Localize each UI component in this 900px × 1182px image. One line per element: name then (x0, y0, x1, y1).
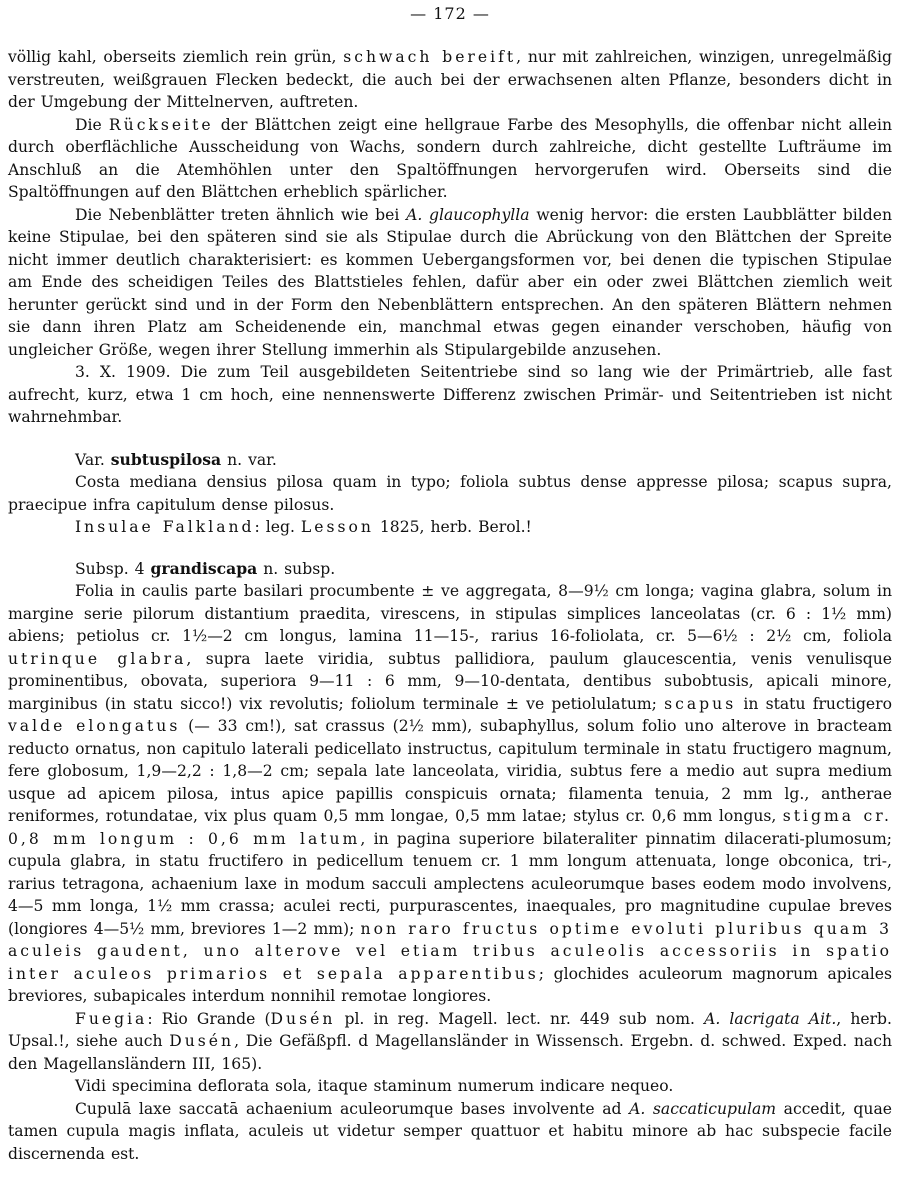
paragraph-date-observation: 3. X. 1909. Die zum Teil ausgebildeten Seitentriebe sind so lang wie der Primärtrieb, alle fast aufrecht, kurz, etwa 1 cm hoch, eine nennenswerte Differenz zwischen Primär- und Seitentrieben ist nicht wahrnehmbar. (8, 363, 892, 426)
text-run: , nur mit zahlreichen, winzigen, unregelmäßig verstreuten, weißgrauen Flecken bedeckt, die auch bei der erwachsenen alten Pflanze, besonders dicht in der Umgebung der Mittelnerven, auftreten. (8, 48, 893, 111)
paragraph-leaf-surface (8, 46, 892, 114)
spaced-emphasis: stigma cr. 0,8 mm longum : 0,6 mm latum (8, 807, 892, 848)
text-run: ; glochides aculeorum magnorum apicales breviores, subapicales interdum nonnihil remotae longiores. (8, 964, 892, 1005)
subspecies-locality (8, 1008, 892, 1076)
paragraph-leaf-underside (8, 114, 892, 204)
text-run: Die (75, 115, 109, 134)
text-run: n. var. (221, 450, 277, 469)
text-run: , herb. Upsal.!, siehe auch (8, 1009, 892, 1050)
specimen-note: Vidi specimina deflorata sola, itaque staminum numerum indicare nequeo. (75, 1077, 674, 1095)
text-run: , Die Gefäßpfl. d Magellansländer in Wissensch. Ergebn. d. schwed. Exped. nach den Magellansländern III, 165). (8, 1032, 892, 1073)
spaced-emphasis: Rückseite (108, 115, 214, 134)
text-run: Cupulā laxe saccatā achaenium aculeorumque bases involvente ad (75, 1099, 630, 1118)
variety-description: Costa mediana densius pilosa quam in typo; foliola subtus dense appresse pilosa; scapus supra, praecipue infra capitulum dense pilosus. (8, 473, 892, 514)
spaced-emphasis: utrinque glabra (8, 649, 187, 668)
spaced-emphasis: schwach bereift (343, 48, 517, 66)
taxon-name: grandiscapa (150, 558, 258, 578)
taxon-name: subtuspilosa (110, 449, 222, 469)
collector-name: Dusén (169, 1032, 235, 1050)
text-run: wenig hervor: die ersten Laubblätter bilden keine Stipulae, bei den späteren sind sie als Stipulae durch die Abrückung von den Blättchen der Spreite nicht immer deutlich charakterisiert: es kommen Uebergangsformen vor, bei denen die typischen Stipulae am Ende des scheidigen Teiles des Blattstieles fehlen, dafür aber ein oder zwei Blättchen ziemlich weit herunter gerückt sind und in der Form den Nebenblättern entsprechen. An den späteren Blättern nehmen sie dann ihren Platz am Scheidenende ein, manchmal etwas gegen einander verschoben, häufig von ungleicher Größe, wegen ihrer Stellung immerhin als Stipulargebilde anzusehen. (8, 205, 892, 359)
text-run: n. subsp. (257, 559, 336, 578)
spaced-emphasis: scapus (664, 694, 737, 713)
species-name: A. glaucophylla (406, 205, 530, 224)
comparison-note (8, 1098, 892, 1166)
spaced-emphasis: non raro fructus optime evoluti pluribus quam 3 aculeis gaudent, uno alterove vel etiam tribus aculeolis accessoriis in spatio inter aculeos primarios et sepala apparentibus (8, 919, 892, 983)
locality-name: Insulae Falkland (75, 518, 255, 536)
page-number: — 172 — (410, 4, 490, 23)
text-run: , supra laete viridia, subtus pallidiora, paulum glaucescentia, venis venulisque prominentibus, obovata, superiora 9—11 : 6 mm, 9—10-dentata, dentibus subobtusis, apicali minore, marginibus (in statu sicco!) vix revolutis; foliolum terminale ± ve petiolulatum; (8, 649, 892, 713)
text-run: völlig kahl, oberseits ziemlich rein grün, (8, 48, 344, 66)
spacer (8, 539, 892, 558)
subspecies-heading (8, 558, 892, 581)
subspecies-description (8, 580, 892, 1008)
variety-heading (8, 449, 892, 472)
text-run: in statu fructigero (736, 694, 892, 713)
locality-name: Fuegia (75, 1009, 148, 1028)
text-run: Var. (75, 450, 111, 469)
text-run: Die Nebenblätter treten ähnlich wie bei (75, 205, 407, 224)
collector-name: Dusén (270, 1009, 336, 1028)
text-run: accedit, quae tamen cupula magis inflata, aculeis ut videtur semper quattuor et habitu minore ab hac subspecie facile discernenda est. (8, 1099, 892, 1163)
variety-locality (8, 516, 892, 539)
text-run: , in pagina superiore bilateraliter pinnatim dilacerati-plumosum; cupula glabra, in statu fructifero in pedicellum tenuem cr. 1 mm longum attenuata, longe obconica, tri-, rarius tetragona, achaenium laxe in modum sacculi amplectens aculeorumque bases eodem modo involvens, 4—5 mm longa, 1½ mm crassa; aculei recti, purpurascentes, inaequales, pro magnitudine cupulae breves (longiores 4—5½ mm, breviores 1—2 mm); (8, 829, 892, 938)
text-run: Folia in caulis parte basilari procumbente ± ve aggregata, 8—9½ cm longa; vagina glabra, solum in margine serie pilorum distantium praedita, virescens, in stipulas simplices lanceolatas (cr. 6 : 1½ mm) abiens; petiolus cr. 1½—2 cm longus, lamina 11—15-, rarius 16-foliolata, cr. 5—6½ : 2½ cm, foliola (8, 582, 892, 645)
text-run: Subsp. 4 (75, 559, 151, 578)
spacer (8, 429, 892, 449)
text-run: der Blättchen zeigt eine hellgraue Farbe des Mesophylls, die offenbar nicht allein durch oberflächliche Ausscheidung von Wachs, sondern durch zahlreiche, dicht gestellte Lufträume im Anschluß an die Atemhöhlen unter den Spaltöffnungen hervorgerufen wird. Oberseits sind die Spaltöffnungen auf den Blättchen erheblich spärlicher. (8, 115, 892, 201)
collector-name: Lesson (300, 518, 374, 536)
text-run: pl. in reg. Magell. lect. nr. 449 sub nom. (335, 1009, 705, 1028)
paragraph-stipules (8, 204, 892, 362)
species-name: A. saccaticupulam (629, 1099, 777, 1118)
text-run: (— 33 cm!), sat crassus (2½ mm), subaphyllus, solum folio uno alterove in bracteam reducto ornatus, non capitulo laterali pedicellato instructus, capitulum terminale in statu fructigero magnum, fere globosum, 1,9—2,2 : 1,8—2 cm; sepala late lanceolata, viridia, subtus fere a medio aut supra medium usque ad apicem pilosa, intus apice papillis conspicuis ornata; filamenta tenuia, 2 mm lg., antherae reniformes, rotundatae, vix plus quam 0,5 mm longae, 0,5 mm latae; stylus cr. 0,6 mm longus, (8, 717, 892, 825)
text-run: : Rio Grande ( (147, 1009, 271, 1028)
text-run: : leg. (254, 518, 301, 536)
body-text (8, 46, 892, 1165)
text-run: 1825, herb. Berol.! (373, 518, 532, 536)
spaced-emphasis: valde elongatus (8, 717, 181, 735)
species-name: A. lacrigata Ait. (704, 1009, 837, 1028)
